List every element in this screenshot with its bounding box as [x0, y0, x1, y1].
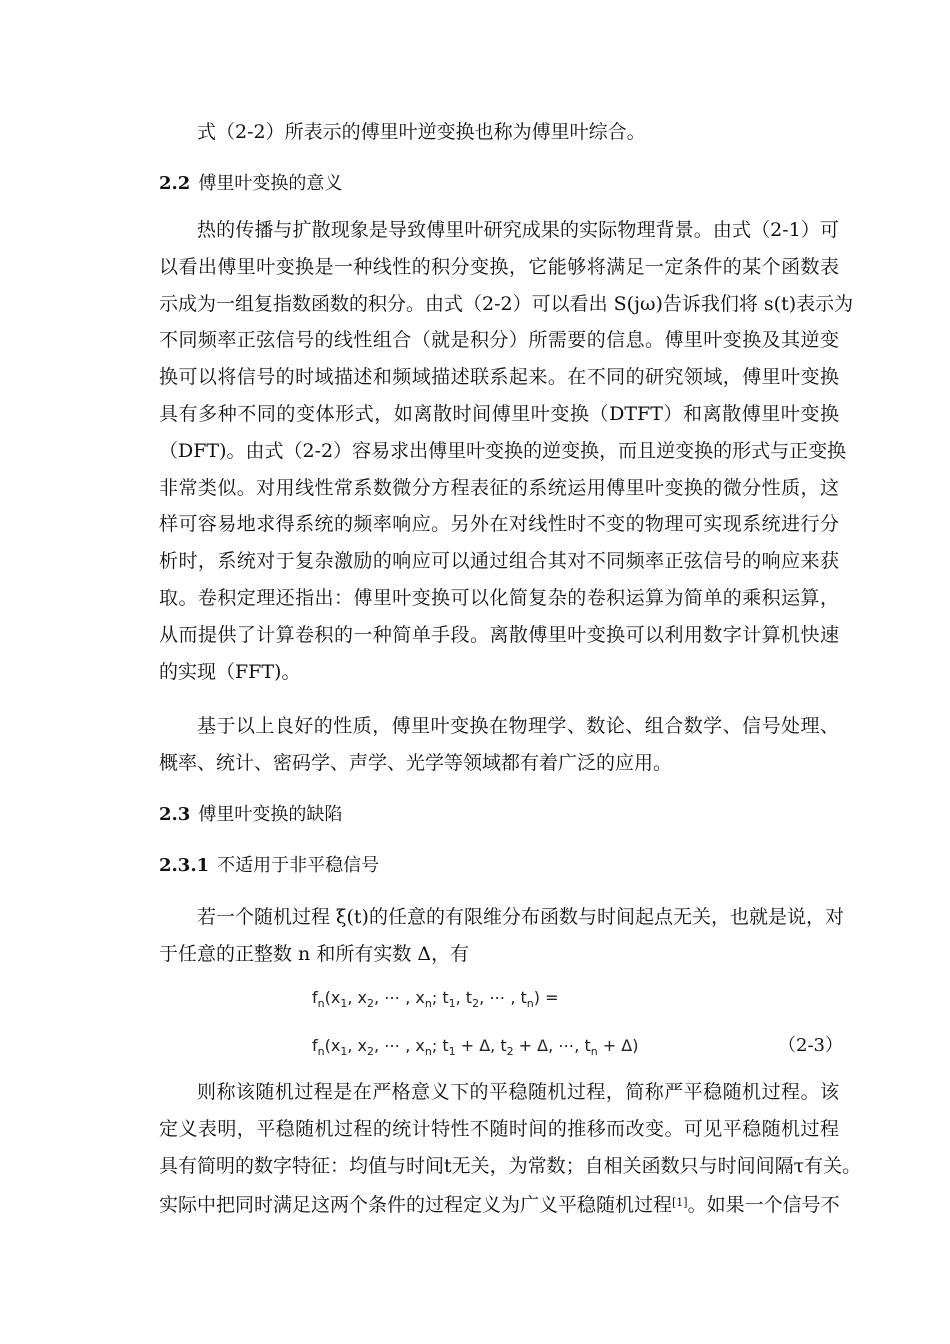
- section-title: 傅里叶变换的意义: [198, 173, 343, 194]
- text-run: 。如果一个信号不: [687, 1194, 840, 1216]
- section-title: 傅里叶变换的缺陷: [198, 804, 343, 825]
- paragraph-line: 以看出傅里叶变换是一种线性的积分变换，它能够将满足一定条件的某个函数表: [159, 256, 839, 278]
- paragraph-line: 于任意的正整数 n 和所有实数 Δ，有: [159, 943, 470, 965]
- formula-line-2: $f_n(x_1$, $x_2$, ⋯ , $x_n$; $t_1 + \Delta$, $t_2 + \Delta$, ⋯, $t_n + \Delta$): [312, 1036, 639, 1058]
- paragraph-line: [159, 1189, 839, 1219]
- paragraph-line: （DFT)。由式（2-2）容易求出傅里叶变换的逆变换，而且逆变换的形式与正变换: [159, 440, 847, 462]
- paragraph-line: 不同频率正弦信号的线性组合（就是积分）所需要的信息。傅里叶变换及其逆变: [159, 329, 839, 351]
- paragraph-line: 样可容易地求得系统的频率响应。另外在对线性时不变的物理可实现系统进行分: [159, 513, 839, 535]
- paragraph-line: 非常类似。对用线性常系数微分方程表征的系统运用傅里叶变换的微分性质，这: [159, 477, 839, 499]
- paragraph-line: 定义表明，平稳随机过程的统计特性不随时间的推移而改变。可见平稳随机过程: [159, 1118, 839, 1140]
- paragraph-line: 热的传播与扩散现象是导致傅里叶研究成果的实际物理背景。由式（2-1）可: [197, 219, 839, 241]
- paragraph-line: 从而提供了计算卷积的一种简单手段。离散傅里叶变换可以利用数字计算机快速: [159, 624, 839, 646]
- paragraph-line: 换可以将信号的时域描述和频域描述联系起来。在不同的研究领域，傅里叶变换: [159, 366, 839, 388]
- equation-number: （2-3）: [778, 1035, 843, 1056]
- text-run: 实际中把同时满足这两个条件的过程定义为广义平稳随机过程: [159, 1194, 673, 1216]
- paragraph-line: 示成为一组复指数函数的积分。由式（2-2）可以看出 S(jω)告诉我们将 s(t)表示为: [159, 293, 854, 315]
- formula-line-1: $f_n(x_1$, $x_2$, ⋯ , $x_n$; $t_1$, $t_2$, ⋯ , $t_n$) =: [312, 988, 559, 1010]
- citation-reference[interactable]: [1]: [672, 1196, 688, 1209]
- paragraph-line: 析时，系统对于复杂激励的响应可以通过组合其对不同频率正弦信号的响应来获: [159, 550, 839, 572]
- paragraph-line: 则称该随机过程是在严格意义下的平稳随机过程，简称严平稳随机过程。该: [197, 1081, 839, 1103]
- paragraph-line: 取。卷积定理还指出：傅里叶变换可以化简复杂的卷积运算为简单的乘积运算，: [159, 587, 839, 609]
- section-heading-2-2: [159, 170, 342, 198]
- paragraph-line: 基于以上良好的性质，傅里叶变换在物理学、数论、组合数学、信号处理、: [197, 715, 839, 737]
- section-number: 2.3: [159, 804, 191, 825]
- section-title: 不适用于非平稳信号: [217, 855, 380, 876]
- section-number: 2.3.1: [159, 855, 210, 876]
- section-heading-2-3: [159, 801, 342, 829]
- paragraph-line: 具有多种不同的变体形式，如离散时间傅里叶变换（DTFT）和离散傅里叶变换: [159, 403, 839, 425]
- section-heading-2-3-1: [159, 852, 379, 880]
- paragraph-line: 的实现（FFT)。: [159, 661, 301, 683]
- paragraph-line: 具有简明的数字特征：均值与时间t无关，为常数；自相关函数只与时间间隔τ有关。: [159, 1155, 862, 1177]
- paragraph-line: 概率、统计、密码学、声学、光学等领域都有着广泛的应用。: [159, 752, 673, 774]
- paragraph-line: 式（2-2）所表示的傅里叶逆变换也称为傅里叶综合。: [197, 121, 646, 143]
- paragraph-line: 若一个随机过程 ξ(t)的任意的有限维分布函数与时间起点无关，也就是说，对: [197, 906, 844, 928]
- section-number: 2.2: [159, 173, 191, 194]
